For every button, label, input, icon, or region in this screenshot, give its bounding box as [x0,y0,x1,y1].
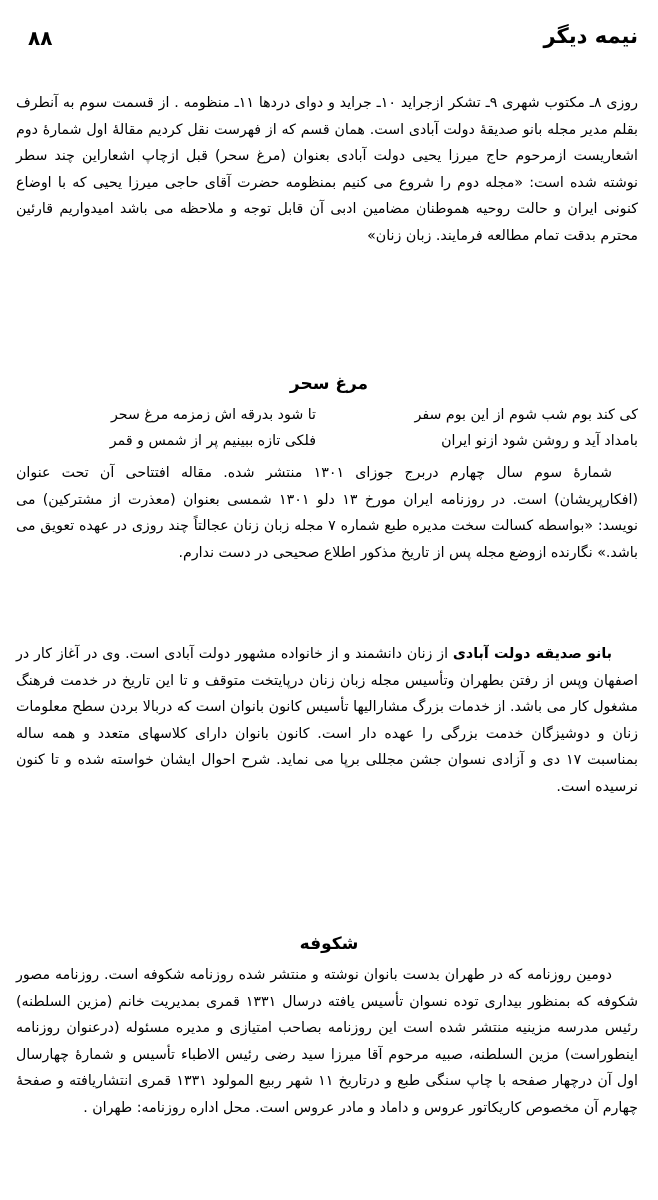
section-title: شکوفه [299,934,359,954]
poem-verses [16,402,638,454]
shokufeh-paragraph [16,962,638,1122]
bio-text [16,641,638,801]
hemistich: فلکی تازه ببینیم پر از شمس و قمر [109,433,316,449]
bio-body: از زنان دانشمند و از خانواده مشهور دولت آبادی است. وی در آغاز کار در اصفهان وپس از رفتن بطهران وتأسیس مجله زبان زنان درپایتخت متوقف و تا این تاریخ در خدمت فرهنگ مشغول کار می باشد. از خدمات بزرگ مشارالیها تأسیس کانون بانوان است که دربالا بردن سطح معلومات زنان و دوشیزگان خدمت بزرگی را عهده دار است. کانون بانوان دارای کلاسهای متعدد و همه ساله بمناسبت ۱۷ دی و آزادی نسوان جشن مجللی برپا می نماید. شرح احوال ایشان خواسته شده و تا کنون نرسیده است. [16,646,638,795]
shokufeh-text: دومین روزنامه که در طهران بدست بانوان نوشته و منتشر شده روزنامه شکوفه است. روزنامه مصور شکوفه که بمنظور بیداری توده نسوان تأسیس یافته درسال ۱۳۳۱ قمری بمدیریت خانم (مزین السلطنه) رئیس مدرسه مزینیه منتشر شده است این روزنامه بصاحب امتیازی و مدیره مسئوله (درعنوان روزنامه اینطوراست) مزین السلطنه، صبیه مرحوم آقا میرزا سید رضی رئیس الاطباء تأسیس و شمارهٔ چهارسال اول آن درچهار صفحه با چاپ سنگی طبع و درتاریخ ۱۱ شهر ربیع المولود ۱۳۳۱ قمری انتشاریافته و صفحهٔ چهارم آن مخصوص کاریکاتور عروس و داماد و مادر عروس است. محل اداره روزنامه: طهران . [16,967,638,1116]
poem-title: مرغ سحر [289,374,369,394]
verse [16,428,638,454]
page-number: ۸۸ [28,26,53,50]
hemistich: کی کند بوم شب شوم از این بوم سفر [414,407,638,423]
page-header [28,24,638,58]
running-title: نیمه دیگر [543,24,638,48]
verse [16,402,638,428]
intro-paragraph [16,90,638,250]
bio-paragraph [16,641,638,801]
hemistich: تا شود بدرقه اش زمزمه مرغ سحر [110,407,316,423]
intro-text: روزی ۸ـ مکتوب شهری ۹ـ تشکر ازجراید ۱۰ـ جراید و دوای دردها ۱۱ـ منظومه . از قسمت سوم به آنطرف بقلم مدیر مجله بانو صدیقهٔ دولت آبادی است. همان قسم که از فهرست نقل کردیم مقالهٔ اول شمارهٔ دوم اشعاریست ازمرحوم حاج میرزا یحیی دولت آبادی بعنوان (مرغ سحر) قبل ازچاپ اشعاراین چند سطر نوشته شده است: «مجله دوم را شروع می کنیم بمنظومه حضرت آقای حاجی میرزا یحیی که با اوضاع کنونی ایران و حالت روحیه هموطنان مضامین ادبی آن قابل توجه و ملاحظه می باشد امیدواریم قارئین محترم بدقت تمام مطالعه فرمایند. زبان زنان» [16,95,639,244]
bio-lead: بانو صدیقه دولت آبادی [452,646,612,662]
issue-text: شمارهٔ سوم سال چهارم دربرج جوزای ۱۳۰۱ منتشر شده. مقاله افتتاحی آن تحت عنوان (افکارپریشان) است. در روزنامه ایران مورخ ۱۳ دلو ۱۳۰۱ شمسی بعنوان (معذرت از مشترکین) می نویسد: «بواسطه کسالت سخت مدیره طبع شماره ۷ مجله زبان زنان عجالتاً چند روزی در عهده تعویق می باشد.» نگارنده ازوضع مجله پس از تاریخ مذکور اطلاع صحیحی در دست ندارم. [16,465,638,561]
issue-paragraph [16,460,638,566]
hemistich: بامداد آید و روشن شود ازنو ایران [441,433,638,449]
